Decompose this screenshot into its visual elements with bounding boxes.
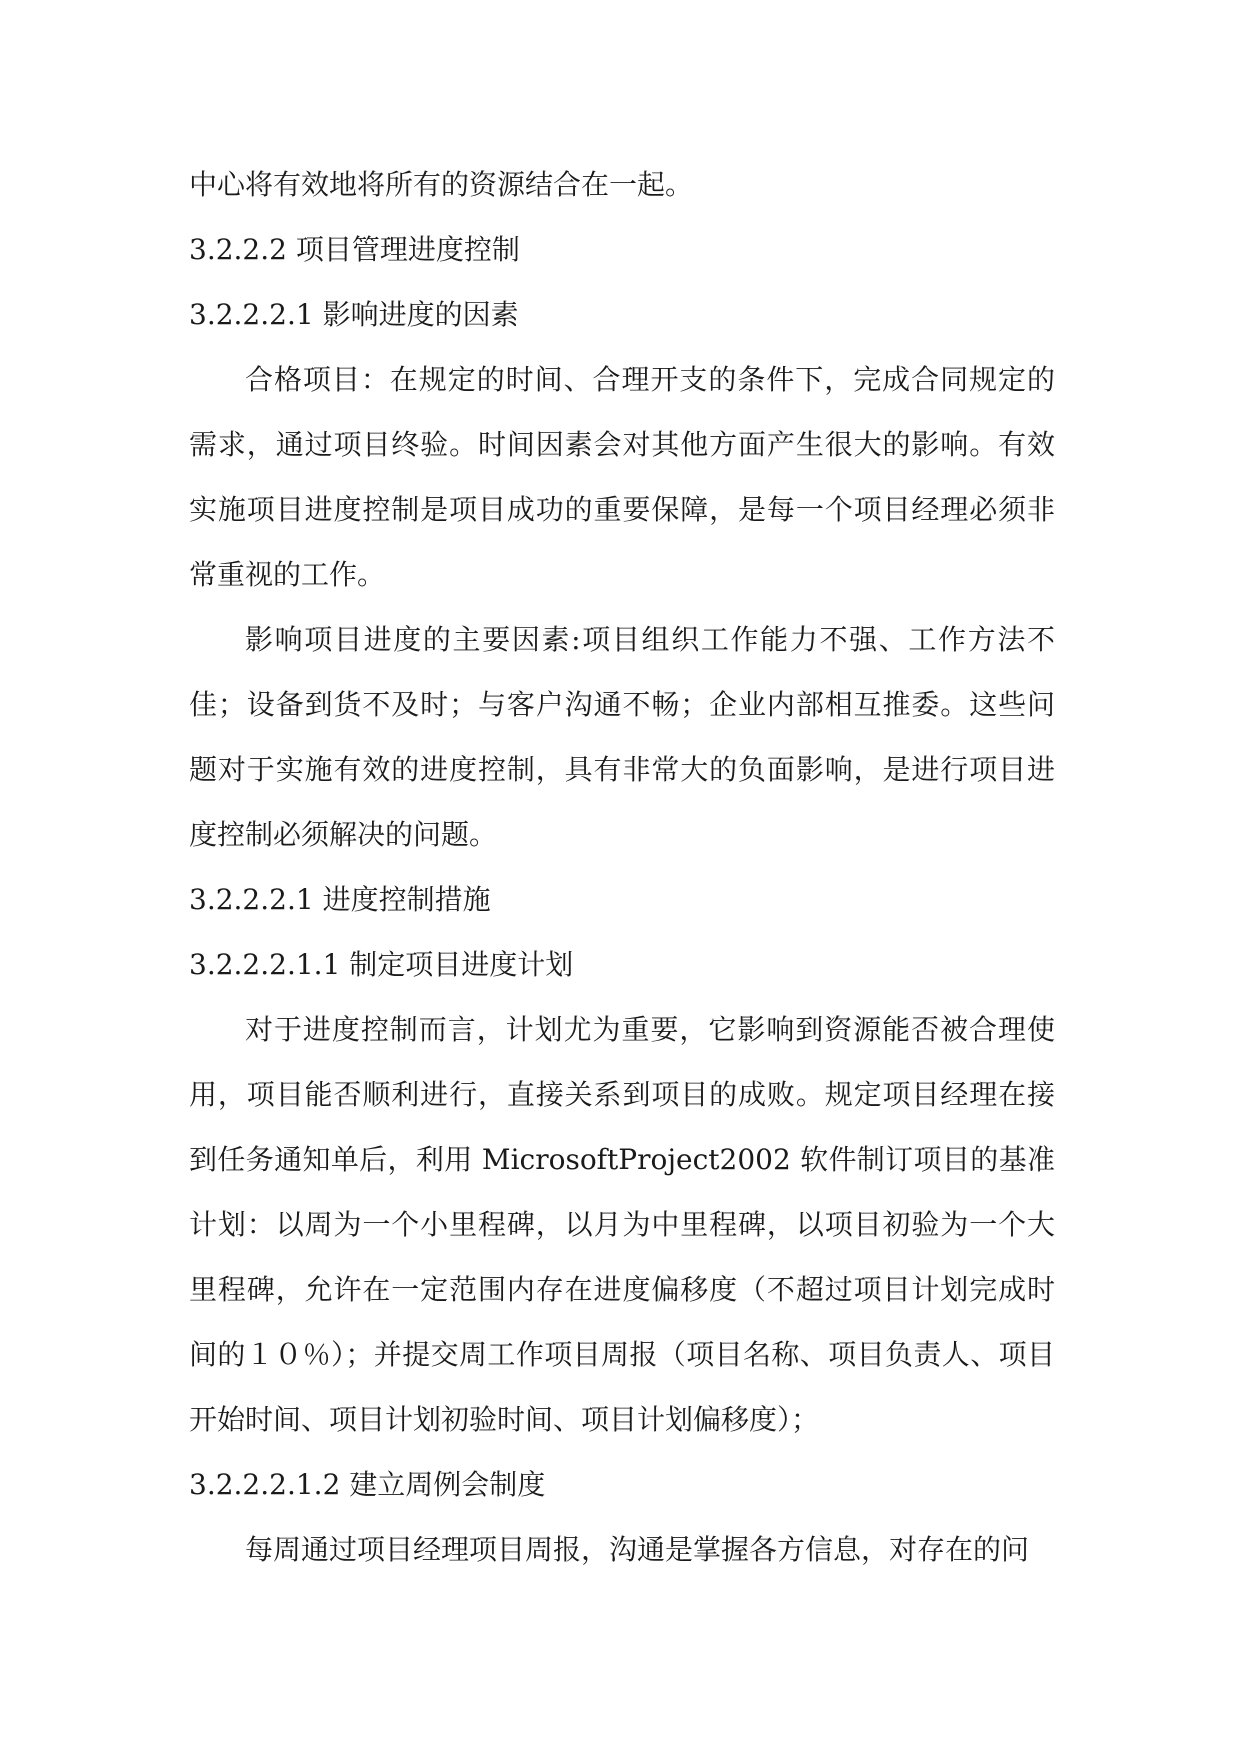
subsection-heading: 3.2.2.2.1 影响进度的因素 — [189, 298, 519, 331]
subsubsection-heading: 3.2.2.2.1.1 制定项目进度计划 — [189, 948, 574, 981]
body-paragraph: 影响项目进度的主要因素:项目组织工作能力不强、工作方法不佳；设备到货不及时；与客户沟通不畅；企业内部相互推委。这些问题对于实施有效的进度控制，具有非常大的负面影响，是进行项目进度控制必须解决的问题。 — [189, 623, 1055, 851]
subsubsection-heading: 3.2.2.2.1.2 建立周例会制度 — [189, 1468, 546, 1501]
body-paragraph: 每周通过项目经理项目周报，沟通是掌握各方信息，对存在的问 — [245, 1533, 1030, 1566]
paragraph-continuation: 中心将有效地将所有的资源结合在一起。 — [189, 168, 694, 201]
section-heading: 3.2.2.2 项目管理进度控制 — [189, 233, 520, 266]
document-body — [189, 152, 1055, 1582]
subsection-heading: 3.2.2.2.1 进度控制措施 — [189, 883, 491, 916]
body-paragraph: 合格项目：在规定的时间、合理开支的条件下，完成合同规定的需求，通过项目终验。时间因素会对其他方面产生很大的影响。有效实施项目进度控制是项目成功的重要保障，是每一个项目经理必须非常重视的工作。 — [189, 363, 1055, 591]
body-paragraph: 对于进度控制而言，计划尤为重要，它影响到资源能否被合理使用，项目能否顺利进行，直接关系到项目的成败。规定项目经理在接到任务通知单后，利用 MicrosoftProject2002 软件制订项目的基准计划：以周为一个小里程碑，以月为中里程碑，以项目初验为一个大里程碑，允许在一定范围内存在进度偏移度（不超过项目计划完成时间的１０％）；并提交周工作项目周报（项目名称、项目负责人、项目开始时间、项目计划初验时间、项目计划偏移度）； — [189, 1013, 1055, 1436]
